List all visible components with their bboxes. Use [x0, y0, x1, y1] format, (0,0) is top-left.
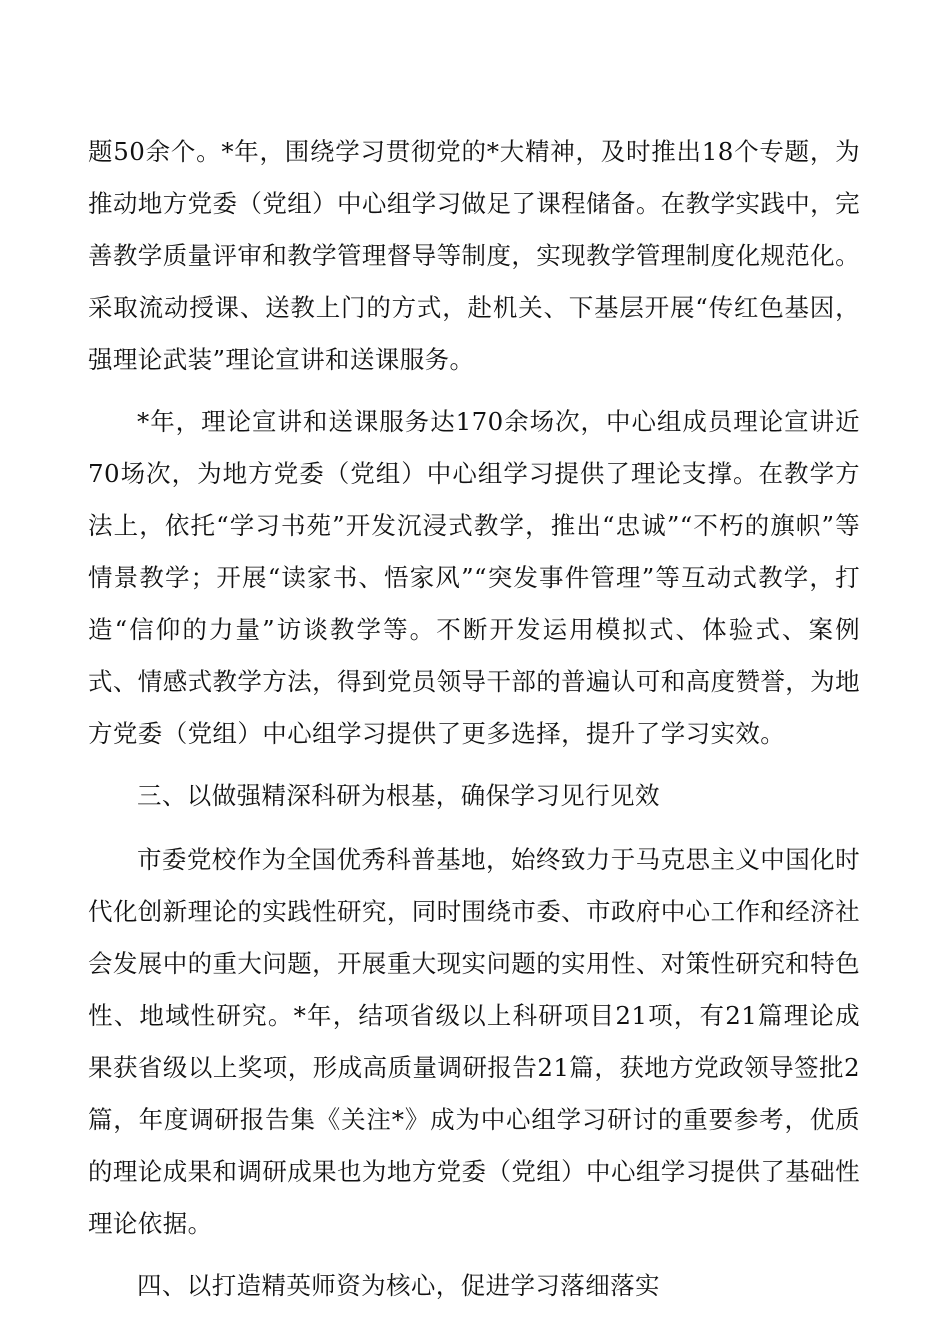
paragraph-continued: 题50余个。*年，围绕学习贯彻党的*大精神，及时推出18个专题，为推动地方党委（党组）中心组学习做足了课程储备。在教学实践中，完善教学质量评审和教学管理督导等制度，实现教学管理制度化规范化。采取流动授课、送教上门的方式，赴机关、下基层开展“传红色基因，强理论武装”理论宣讲和送课服务。 [88, 137, 860, 374]
paragraph-teaching-methods: *年，理论宣讲和送课服务达170余场次，中心组成员理论宣讲近70场次，为地方党委（党组）中心组学习提供了理论支撑。在教学方法上，依托“学习书苑”开发沉浸式教学，推出“忠诚”“不朽的旗帜”等情景教学；开展“读家书、悟家风”“突发事件管理”等互动式教学，打造“信仰的力量”访谈教学等。不断开发运用模拟式、体验式、案例式、情感式教学方法，得到党员领导干部的普遍认可和高度赞誉，为地方党委（党组）中心组学习提供了更多选择，提升了学习实效。 [88, 407, 860, 748]
paragraph-research: 市委党校作为全国优秀科普基地，始终致力于马克思主义中国化时代化创新理论的实践性研究，同时围绕市委、市政府中心工作和经济社会发展中的重大问题，开展重大现实问题的实用性、对策性研究和特色性、地域性研究。*年，结项省级以上科研项目21项，有21篇理论成果获省级以上奖项，形成高质量调研报告21篇，获地方党政领导签批2篇，年度调研报告集《关注*》成为中心组学习研讨的重要参考，优质的理论成果和调研成果也为地方党委（党组）中心组学习提供了基础性理论依据。 [88, 845, 860, 1238]
section-heading-research: 三、以做强精深科研为根基，确保学习见行见效 [137, 781, 660, 810]
document-body [88, 126, 860, 1324]
section-heading-faculty: 四、以打造精英师资为核心，促进学习落细落实 [137, 1271, 660, 1300]
